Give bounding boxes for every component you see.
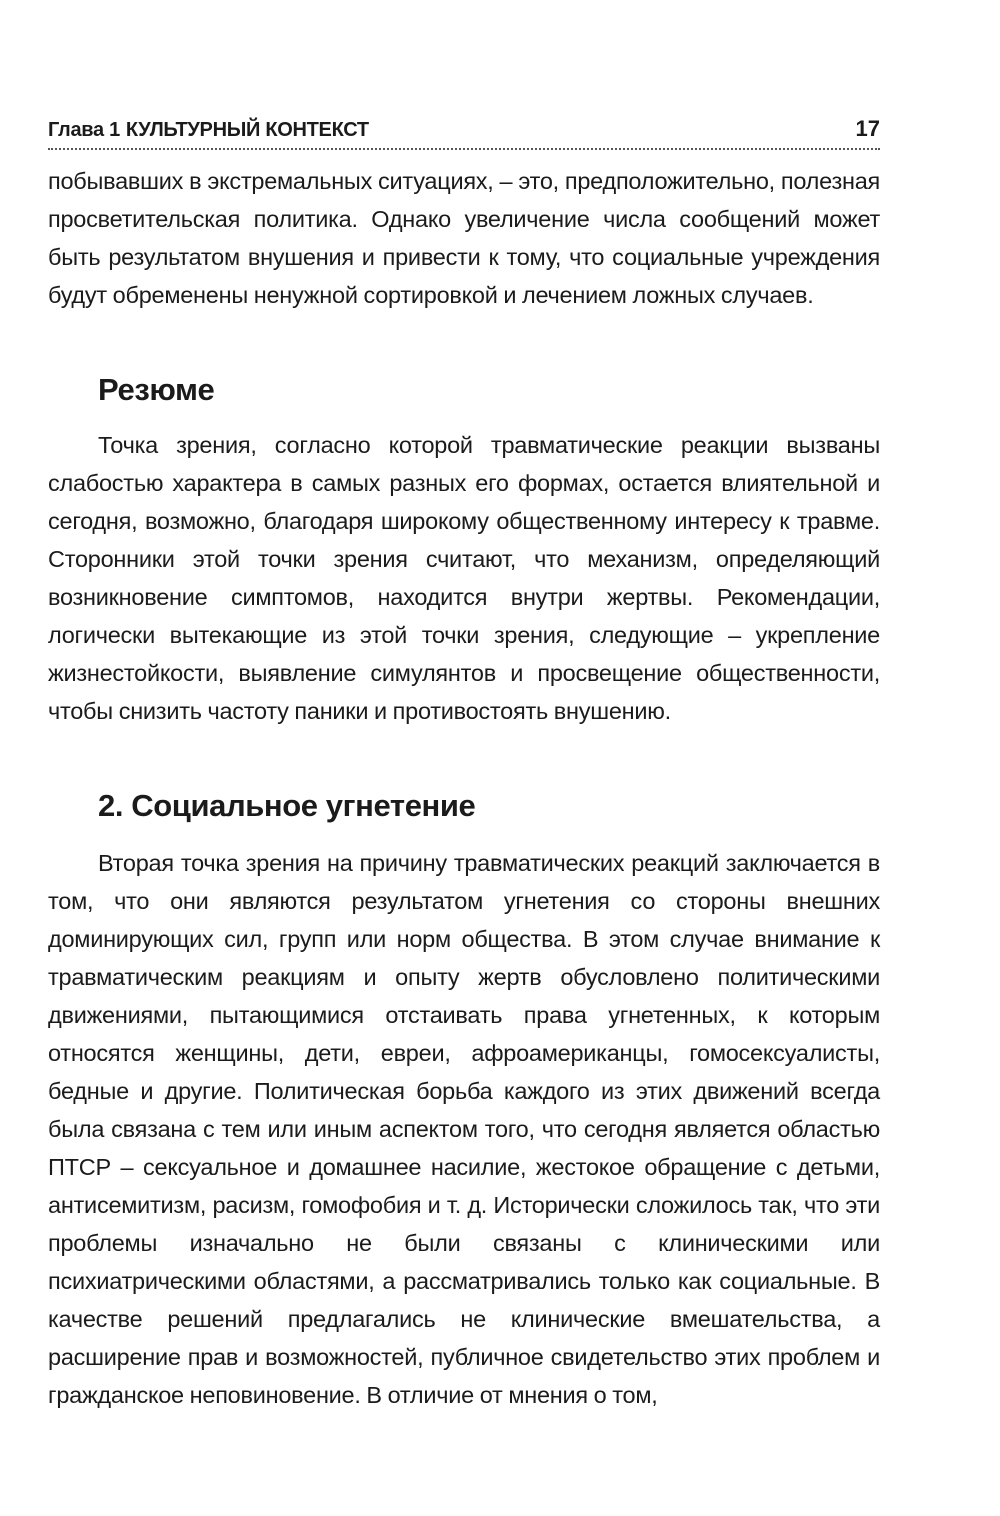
page-number: 17 — [855, 116, 880, 141]
running-header — [48, 108, 880, 150]
section-heading-social-oppression: 2. Социальное угнетение — [98, 788, 476, 823]
chapter-name: КУЛЬТУРНЫЙ КОНТЕКСТ — [125, 119, 369, 141]
chapter-title — [48, 119, 369, 142]
paragraph-continuation: побывавших в экстремальных ситуациях, – это, предположительно, полезная просветительская политика. Однако увеличение числа сообщений может быть результатом внушения и привести к тому, что социальные учреждения будут обременены ненужной сортировкой и лечением ложных случаев. — [48, 168, 880, 308]
paragraph-resume: Точка зрения, согласно которой травматические реакции вызваны слабостью характера в самых разных его формах, остается влиятельной и сегодня, возможно, благодаря широкому общественному интересу к травме. Сторонники этой точки зрения считают, что механизм, определяющий возникновение симптомов, находится внутри жертвы. Рекомендации, логически вытекающие из этой точки зрения, следующие – укрепление жизнестойкости, выявление симулянтов и просвещение общественности, чтобы снизить частоту паники и противостоять внушению. — [48, 432, 880, 724]
page-body — [48, 162, 880, 1414]
paragraph-social-oppression: Вторая точка зрения на причину травматических реакций заключается в том, что они являются результатом угнетения со стороны внешних доминирующих сил, групп или норм общества. В этом случае внимание к травматическим реакциям и опыту жертв обусловлено политическими движениями, пытающимися отстаивать права угнетенных, к которым относятся женщины, дети, евреи, афроамериканцы, гомосексуалисты, бедные и другие. Политическая борьба каждого из этих движений всегда была связана с тем или иным аспектом того, что сегодня является областью ПТСР – сексуальное и домашнее насилие, жестокое обращение с детьми, антисемитизм, расизм, гомофобия и т. д. Исторически сложилось так, что эти проблемы изначально не были связаны с клиническими или психиатрическими областями, а рассматривались только как социальные. В качестве решений предлагались не клинические вмешательства, а расширение прав и возможностей, публичное свидетельство этих проблем и гражданское неповиновение. В отличие от мнения о том, — [48, 850, 880, 1408]
section-heading-resume: Резюме — [98, 372, 215, 407]
chapter-label: Глава 1 — [48, 119, 120, 141]
